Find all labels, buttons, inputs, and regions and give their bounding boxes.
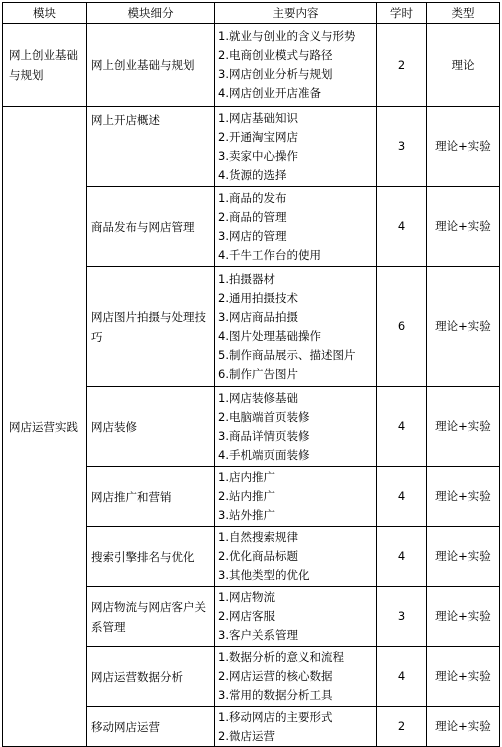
content-item: 2.开通淘宝网店 — [218, 129, 298, 144]
type-cell: 理论+实验 — [427, 647, 500, 707]
content-item: 5.制作商品展示、描述图片 — [218, 347, 356, 362]
sub-module-cell: 网店图片拍摄与处理技巧 — [87, 267, 215, 387]
table-row — [3, 24, 500, 107]
type-cell: 理论+实验 — [427, 187, 500, 267]
content-item: 1.自然搜索规律 — [218, 530, 298, 544]
hours-cell: 3 — [377, 107, 427, 187]
module-cell: 网店运营实践 — [3, 107, 87, 747]
sub-module-cell: 网店推广和营销 — [87, 467, 215, 527]
content-item: 1.店内推广 — [218, 470, 275, 484]
content-item: 2.站内推广 — [218, 489, 275, 503]
content-cell — [215, 467, 377, 527]
type-cell: 理论+实验 — [427, 587, 500, 647]
content-item: 2.商品的管理 — [218, 209, 287, 224]
content-item: 2.网店客服 — [218, 609, 275, 623]
content-item: 1.商品的发布 — [218, 190, 287, 205]
content-item: 4.货源的选择 — [218, 167, 287, 182]
header-type: 类型 — [427, 3, 500, 24]
content-item: 1.网店装修基础 — [218, 390, 298, 405]
sub-module-cell: 网店物流与网店客户关系管理 — [87, 587, 215, 647]
type-cell: 理论 — [427, 24, 500, 107]
hours-cell: 4 — [377, 387, 427, 467]
content-item: 2.通用拍摄技术 — [218, 290, 298, 305]
header-sub-module: 模块细分 — [87, 3, 215, 24]
content-item: 3.常用的数据分析工具 — [218, 688, 333, 702]
sub-module-cell: 网上开店概述 — [87, 107, 215, 187]
content-item: 3.网店的管理 — [218, 228, 287, 243]
content-item: 3.客户关系管理 — [218, 628, 298, 642]
content-item: 1.拍摄器材 — [218, 271, 275, 286]
hours-cell: 4 — [377, 467, 427, 527]
type-cell: 理论+实验 — [427, 267, 500, 387]
content-cell — [215, 387, 377, 467]
content-item: 2.微店运营 — [218, 728, 275, 743]
hours-cell: 4 — [377, 647, 427, 707]
table-body — [3, 24, 500, 747]
content-item: 3.站外推广 — [218, 508, 275, 522]
sub-module-cell: 网上创业基础与规划 — [87, 24, 215, 107]
type-cell: 理论+实验 — [427, 527, 500, 587]
hours-cell: 3 — [377, 587, 427, 647]
content-item: 1.移动网店的主要形式 — [218, 709, 333, 724]
content-item: 4.手机端页面装修 — [218, 447, 310, 462]
content-cell — [215, 647, 377, 707]
hours-cell: 4 — [377, 527, 427, 587]
content-item: 4.图片处理基础操作 — [218, 328, 321, 343]
content-item: 1.数据分析的意义和流程 — [218, 650, 344, 664]
content-item: 3.网店创业分析与规划 — [218, 67, 333, 81]
sub-module-cell: 搜索引擎排名与优化 — [87, 527, 215, 587]
hours-cell: 2 — [377, 24, 427, 107]
type-cell: 理论+实验 — [427, 387, 500, 467]
sub-module-cell: 移动网店运营 — [87, 707, 215, 747]
content-item: 1.网店物流 — [218, 590, 275, 604]
sub-module-cell: 网店装修 — [87, 387, 215, 467]
header-hours: 学时 — [377, 3, 427, 24]
content-cell — [215, 527, 377, 587]
content-item: 1.就业与创业的含义与形势 — [218, 29, 356, 43]
header-module: 模块 — [3, 3, 87, 24]
hours-cell: 6 — [377, 267, 427, 387]
content-item: 4.千牛工作台的使用 — [218, 247, 321, 262]
type-cell: 理论+实验 — [427, 707, 500, 747]
content-item: 2.电脑端首页装修 — [218, 409, 310, 424]
type-cell: 理论+实验 — [427, 467, 500, 527]
content-item: 4.网店创业开店准备 — [218, 86, 321, 100]
module-cell: 网上创业基础与规划 — [3, 24, 87, 107]
content-cell — [215, 587, 377, 647]
header-content: 主要内容 — [215, 3, 377, 24]
content-item: 3.网店商品拍摄 — [218, 309, 298, 324]
sub-module-cell: 网店运营数据分析 — [87, 647, 215, 707]
content-item: 1.网店基础知识 — [218, 110, 298, 125]
hours-cell: 2 — [377, 707, 427, 747]
content-item: 6.制作广告图片 — [218, 366, 298, 381]
content-item: 3.卖家中心操作 — [218, 148, 298, 163]
content-cell — [215, 187, 377, 267]
content-item: 2.网店运营的核心数据 — [218, 669, 333, 683]
content-item: 2.电商创业模式与路径 — [218, 48, 333, 62]
sub-module-cell: 商品发布与网店管理 — [87, 187, 215, 267]
content-item: 3.其他类型的优化 — [218, 568, 310, 582]
content-cell — [215, 24, 377, 107]
content-cell — [215, 267, 377, 387]
hours-cell: 4 — [377, 187, 427, 267]
content-cell — [215, 107, 377, 187]
content-item: 3.商品详情页装修 — [218, 428, 310, 443]
header-row — [3, 3, 500, 24]
content-cell — [215, 707, 377, 747]
curriculum-table — [2, 2, 500, 747]
content-item: 2.优化商品标题 — [218, 549, 298, 563]
table-row — [3, 107, 500, 187]
type-cell: 理论+实验 — [427, 107, 500, 187]
